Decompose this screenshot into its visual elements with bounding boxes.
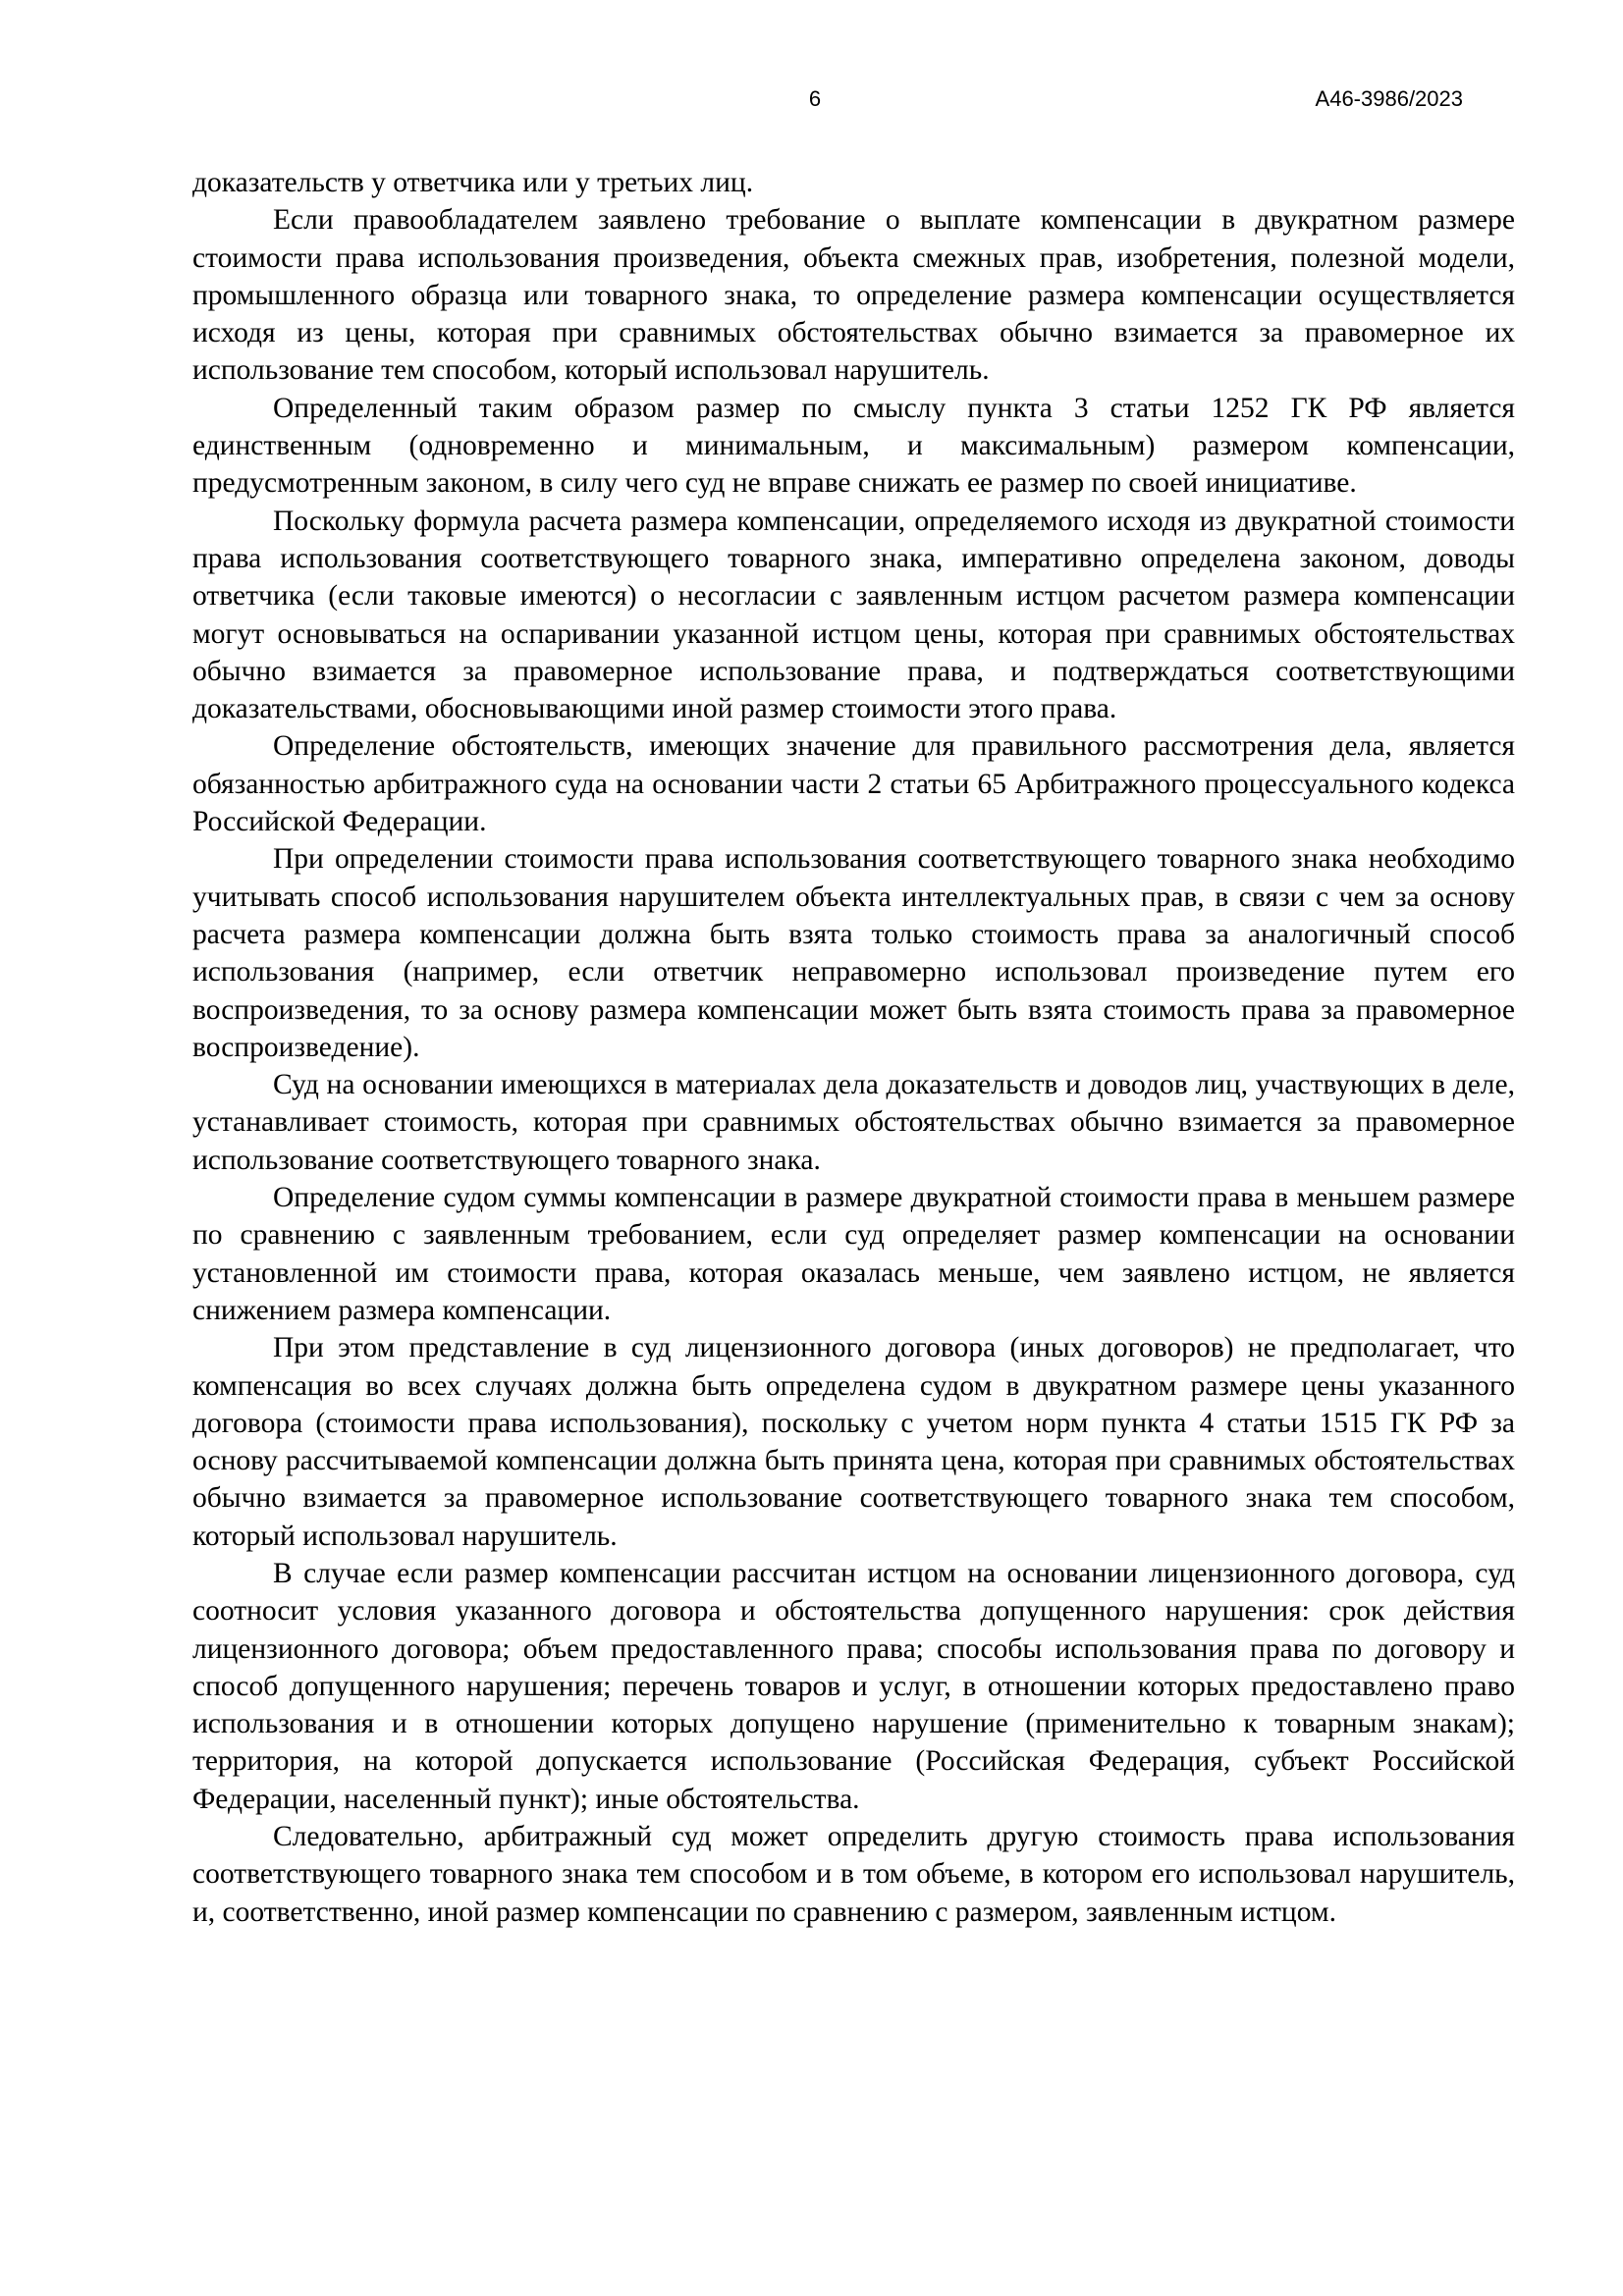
case-number: А46-3986/2023: [1315, 86, 1463, 111]
paragraph: Если правообладателем заявлено требование о выплате компенсации в двукратном размере стоимости права использования произведения, объекта смежных прав, изобретения, полезной модели, промышленного образца или товарного знака, то определение размера компенсации осуществляется исходя из цены, которая при сравнимых обстоятельствах обычно взимается за правомерное их использование тем способом, который использовал нарушитель.: [192, 204, 1515, 387]
paragraph: При этом представление в суд лицензионного договора (иных договоров) не предполагает, что компенсация во всех случаях должна быть определена судом в двукратном размере цены указанного договора (стоимости права использования), поскольку с учетом норм пункта 4 статьи 1515 ГК РФ за основу рассчитываемой компенсации должна быть принята цена, которая при сравнимых обстоятельствах обычно взимается за правомерное использование соответствующего товарного знака тем способом, который использовал нарушитель.: [192, 1332, 1515, 1552]
paragraph: При определении стоимости права использования соответствующего товарного знака необходимо учитывать способ использования нарушителем объекта интеллектуальных прав, в связи с чем за основу расчета размера компенсации должна быть взята только стоимость права за аналогичный способ использования (например, если ответчик неправомерно использовал произведение путем его воспроизведения, то за основу размера компенсации может быть взята стоимость права за правомерное воспроизведение).: [192, 843, 1515, 1063]
paragraph: Определенный таким образом размер по смыслу пункта 3 статьи 1252 ГК РФ является единственным (одновременно и минимальным, и максимальным) размером компенсации, предусмотренным законом, в силу чего суд не вправе снижать ее размер по своей инициативе.: [192, 392, 1515, 500]
document-body: [192, 164, 1515, 1931]
paragraph: Следовательно, арбитражный суд может определить другую стоимость права использования соответствующего товарного знака тем способом и в том объеме, в котором его использовал нарушитель, и, соответственно, иной размер компенсации по сравнению с размером, заявленным истцом.: [192, 1821, 1515, 1928]
paragraph: Определение судом суммы компенсации в размере двукратной стоимости права в меньшем размере по сравнению с заявленным требованием, если суд определяет размер компенсации на основании установленной им стоимости права, которая оказалась меньше, чем заявлено истцом, не является снижением размера компенсации.: [192, 1182, 1515, 1326]
paragraph: В случае если размер компенсации рассчитан истцом на основании лицензионного договора, суд соотносит условия указанного договора и обстоятельства допущенного нарушения: срок действия лицензионного договора; объем предоставленного права; способы использования права по договору и способ допущенного нарушения; перечень товаров и услуг, в отношении которых предоставлено право использования и в отношении которых допущено нарушение (применительно к товарным знакам); территория, на которой допускается использование (Российская Федерация, субъект Российской Федерации, населенный пункт); иные обстоятельства.: [192, 1557, 1515, 1815]
paragraph-continuation: доказательств у ответчика или у третьих лиц.: [192, 167, 754, 198]
paragraph: Поскольку формула расчета размера компенсации, определяемого исходя из двукратной стоимости права использования соответствующего товарного знака, императивно определена законом, доводы ответчика (если таковые имеются) о несогласии с заявленным истцом расчетом размера компенсации могут основываться на оспаривании указанной истцом цены, которая при сравнимых обстоятельствах обычно взимается за правомерное использование права, и подтверждаться соответствующими доказательствами, обосновывающими иной размер стоимости этого права.: [192, 505, 1515, 725]
paragraph: Суд на основании имеющихся в материалах дела доказательств и доводов лиц, участвующих в деле, устанавливает стоимость, которая при сравнимых обстоятельствах обычно взимается за правомерное использование соответствующего товарного знака.: [192, 1069, 1515, 1176]
paragraph: Определение обстоятельств, имеющих значение для правильного рассмотрения дела, является обязанностью арбитражного суда на основании части 2 статьи 65 Арбитражного процессуального кодекса Российской Федерации.: [192, 730, 1515, 838]
page-number: 6: [808, 86, 822, 111]
